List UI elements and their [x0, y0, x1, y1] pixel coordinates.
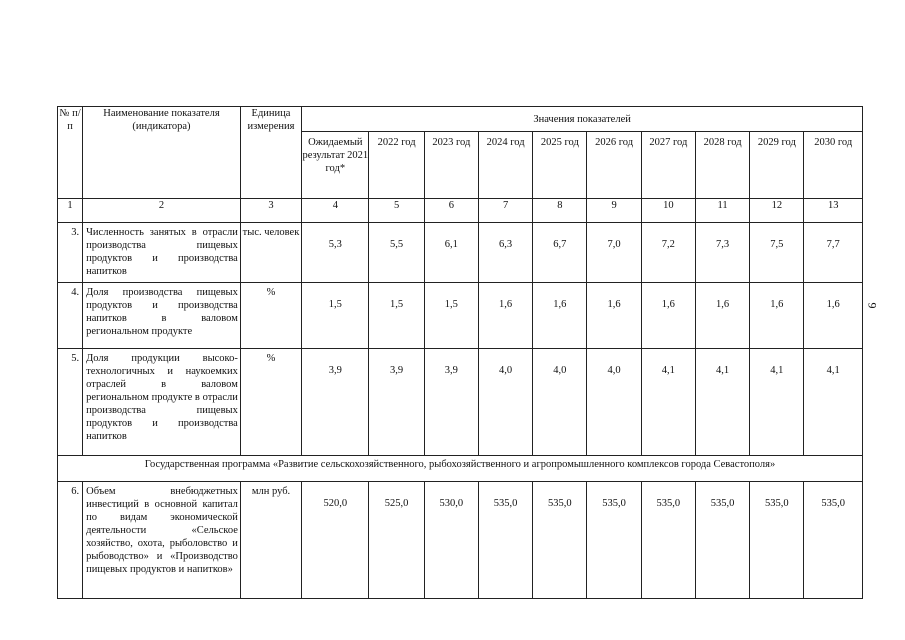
indicator-value: 1,6	[587, 283, 641, 349]
indicator-value: 7,3	[695, 223, 749, 283]
indicator-value: 535,0	[804, 482, 863, 599]
column-number: 7	[478, 199, 532, 223]
indicator-unit: млн руб.	[240, 482, 301, 599]
indicator-value: 535,0	[478, 482, 532, 599]
indicator-value: 1,6	[695, 283, 749, 349]
indicator-value: 3,9	[424, 349, 478, 456]
header-year: 2030 год	[804, 132, 863, 199]
indicator-value: 4,1	[641, 349, 695, 456]
header-year: 2022 год	[369, 132, 424, 199]
column-number: 5	[369, 199, 424, 223]
column-number: 12	[750, 199, 804, 223]
header-year: 2024 год	[478, 132, 532, 199]
indicator-unit: %	[240, 283, 301, 349]
table-row	[58, 283, 863, 349]
indicator-value: 4,1	[750, 349, 804, 456]
row-number: 4.	[58, 283, 83, 349]
indicator-name: Численность занятых в отрасли производства пищевых продуктов и производства напитков	[83, 223, 241, 283]
program-row	[58, 456, 863, 482]
indicator-value: 6,7	[533, 223, 587, 283]
header-year: 2025 год	[533, 132, 587, 199]
column-number: 4	[302, 199, 369, 223]
table-row	[58, 223, 863, 283]
indicator-value: 4,1	[695, 349, 749, 456]
page-number: 9	[865, 302, 880, 309]
indicators-table	[57, 106, 863, 599]
header-year: 2023 год	[424, 132, 478, 199]
indicator-value: 535,0	[695, 482, 749, 599]
header-year: 2026 год	[587, 132, 641, 199]
indicator-value: 1,5	[369, 283, 424, 349]
column-number: 9	[587, 199, 641, 223]
indicator-unit: %	[240, 349, 301, 456]
indicator-value: 1,6	[804, 283, 863, 349]
indicator-value: 525,0	[369, 482, 424, 599]
indicator-value: 7,5	[750, 223, 804, 283]
table-row	[58, 482, 863, 599]
indicator-value: 7,2	[641, 223, 695, 283]
indicator-value: 3,9	[302, 349, 369, 456]
indicator-name: Доля продукции высоко-технологичных и наукоемких отраслей в валовом региональном продукте в отрасли производства пищевых продуктов и производства напитков	[83, 349, 241, 456]
column-number: 6	[424, 199, 478, 223]
column-number: 1	[58, 199, 83, 223]
indicator-value: 535,0	[533, 482, 587, 599]
column-number: 8	[533, 199, 587, 223]
indicator-value: 530,0	[424, 482, 478, 599]
header-year: Ожидаемый результат 2021 год*	[302, 132, 369, 199]
indicator-value: 1,6	[641, 283, 695, 349]
indicator-value: 7,7	[804, 223, 863, 283]
indicator-value: 1,6	[750, 283, 804, 349]
indicator-value: 6,1	[424, 223, 478, 283]
column-number: 11	[695, 199, 749, 223]
indicator-value: 5,3	[302, 223, 369, 283]
header-year: 2027 год	[641, 132, 695, 199]
indicator-value: 1,6	[478, 283, 532, 349]
column-number: 3	[240, 199, 301, 223]
indicator-name: Объем внебюджетных инвестиций в основной капитал по видам экономической деятельности «Сельское хозяйство, охота, рыболовство и рыбоводство» и «Производство пищевых продуктов и напитков»	[83, 482, 241, 599]
indicator-value: 4,0	[587, 349, 641, 456]
indicator-value: 4,0	[478, 349, 532, 456]
header-year: 2029 год	[750, 132, 804, 199]
indicator-name: Доля производства пищевых продуктов и производства напитков в валовом региональном продукте	[83, 283, 241, 349]
program-title: Государственная программа «Развитие сельскохозяйственного, рыбохозяйственного и агропромышленного комплексов города Севастополя»	[58, 456, 863, 482]
row-number: 6.	[58, 482, 83, 599]
indicator-value: 6,3	[478, 223, 532, 283]
row-number: 5.	[58, 349, 83, 456]
indicator-unit: тыс. человек	[240, 223, 301, 283]
indicator-value: 535,0	[641, 482, 695, 599]
indicator-value: 3,9	[369, 349, 424, 456]
indicator-value: 1,5	[302, 283, 369, 349]
header-indicator-name: Наименование показателя (индикатора)	[83, 107, 241, 199]
indicator-value: 535,0	[750, 482, 804, 599]
table-row	[58, 349, 863, 456]
indicator-value: 520,0	[302, 482, 369, 599]
header-num: № п/п	[58, 107, 83, 199]
indicator-value: 535,0	[587, 482, 641, 599]
header-year: 2028 год	[695, 132, 749, 199]
row-number: 3.	[58, 223, 83, 283]
indicator-value: 5,5	[369, 223, 424, 283]
indicator-value: 7,0	[587, 223, 641, 283]
column-number: 2	[83, 199, 241, 223]
header-unit: Единица измерения	[240, 107, 301, 199]
indicator-value: 1,5	[424, 283, 478, 349]
column-number: 13	[804, 199, 863, 223]
column-number: 10	[641, 199, 695, 223]
indicator-value: 4,0	[533, 349, 587, 456]
header-values-group: Значения показателей	[302, 107, 863, 132]
indicator-value: 4,1	[804, 349, 863, 456]
indicator-value: 1,6	[533, 283, 587, 349]
